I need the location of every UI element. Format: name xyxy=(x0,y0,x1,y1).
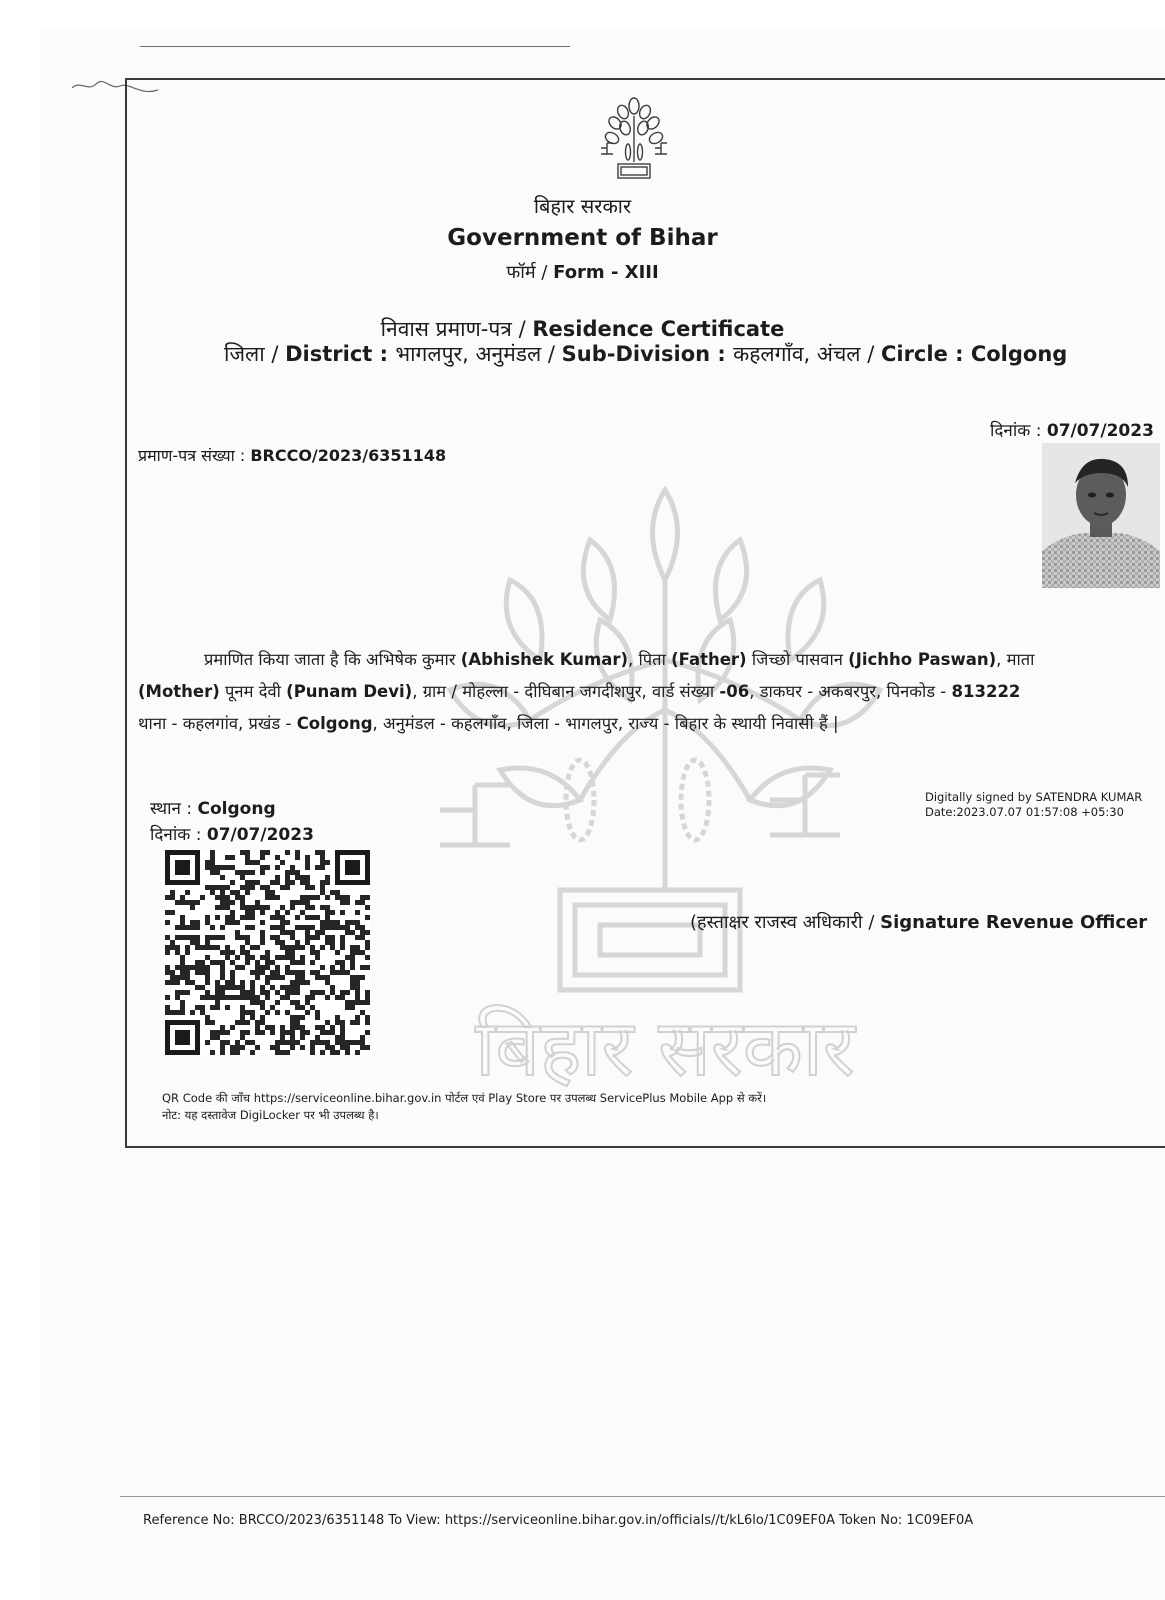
certificate-date: दिनांक : 07/07/2023 xyxy=(990,421,1154,441)
digital-signature xyxy=(925,790,1142,820)
reference-line: Reference No: BRCCO/2023/6351148 To View: https://serviceonline.bihar.gov.in/officials//t/kL6lo/1C09EF0A Token No: 1C09EF0A xyxy=(143,1513,974,1528)
body-line-2: (Mother) पूनम देवी (Punam Devi), ग्राम / मोहल्ला - दीघिबान जगदीशपुर, वार्ड संख्या -06, डाकघर - अकबरपुर, पिनकोड - 813222 xyxy=(138,682,1021,701)
qr-check-note: QR Code की जाँच https://serviceonline.bihar.gov.in पोर्टल एवं Play Store पर उपलब्ध ServicePlus Mobile App से करें। xyxy=(162,1091,767,1105)
signature-label: (हस्ताक्षर राजस्व अधिकारी / Signature Revenue Officer xyxy=(690,912,1148,933)
digilocker-note: नोट: यह दस्तावेज DigiLocker पर भी उपलब्ध है। xyxy=(162,1108,379,1122)
qr-code[interactable] xyxy=(165,850,370,1055)
top-rule xyxy=(140,46,570,47)
place-date-line: दिनांक : 07/07/2023 xyxy=(150,825,314,845)
applicant-photo xyxy=(1042,443,1160,588)
bihar-emblem-icon xyxy=(595,96,673,182)
certificate-body xyxy=(138,644,1163,740)
header-hindi-title: बिहार सरकार xyxy=(533,194,632,218)
body-line-3: थाना - कहलगांव, प्रखंड - Colgong, अनुमंडल - कहलगाँव, जिला - भागलपुर, राज्य - बिहार के स्थायी निवासी हैं | xyxy=(138,714,839,733)
certificate-number: प्रमाण-पत्र संख्या : BRCCO/2023/6351148 xyxy=(138,446,447,465)
district-line: जिला / District : भागलपुर, अनुमंडल / Sub-Division : कहलगाँव, अंचल / Circle : Colgong xyxy=(224,342,1068,366)
qr-note xyxy=(162,1090,766,1124)
footer-rule xyxy=(120,1496,1165,1497)
digital-signature-name: Digitally signed by SATENDRA KUMAR xyxy=(925,790,1143,804)
header-english-title: Government of Bihar xyxy=(447,225,718,251)
body-line-1: प्रमाणित किया जाता है कि अभिषेक कुमार (Abhishek Kumar), पिता (Father) जिच्छो पासवान (Jichho Paswan), माता xyxy=(204,650,1035,669)
certificate-title: निवास प्रमाण-पत्र / Residence Certificate xyxy=(380,317,785,341)
svg-text:बिहार सरकार: बिहार सरकार xyxy=(475,1004,855,1090)
watermark-emblem xyxy=(440,470,890,1090)
place-date-block xyxy=(150,796,314,848)
form-number: फॉर्म / Form - XIII xyxy=(506,262,659,283)
digital-signature-date: Date:2023.07.07 01:57:08 +05:30 xyxy=(925,805,1124,819)
place-line: स्थान : Colgong xyxy=(150,799,276,819)
